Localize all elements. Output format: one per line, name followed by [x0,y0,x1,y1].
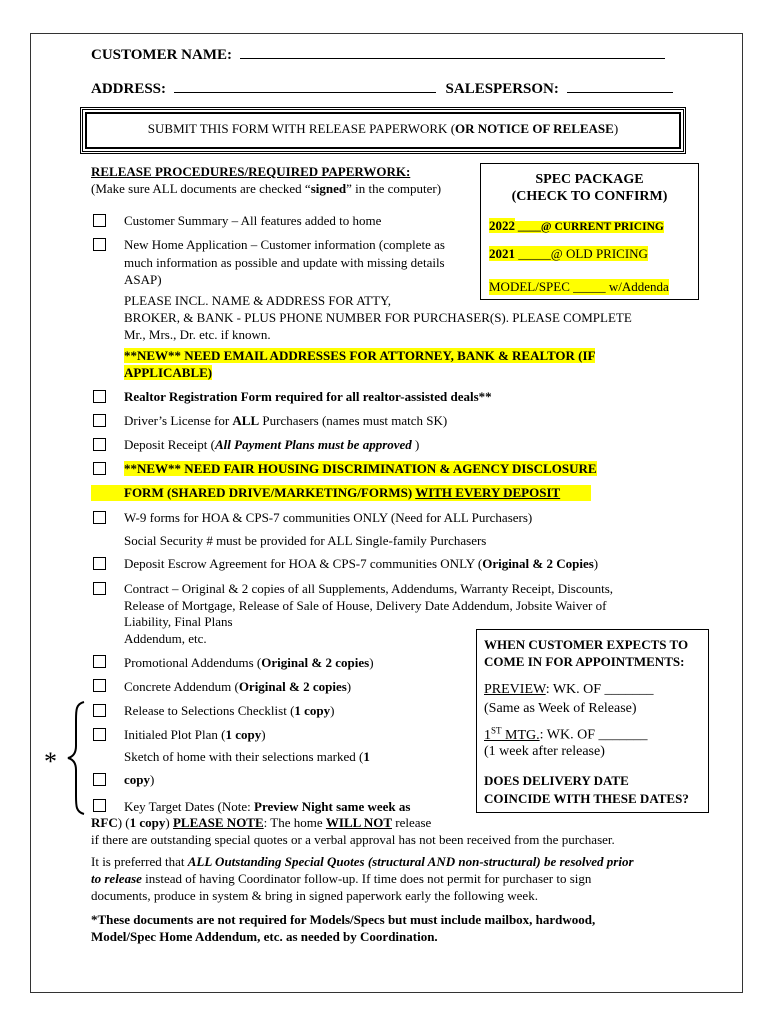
deposit-bold: All Payment Plans must be approved [214,437,412,452]
preferred-line-3: documents, produce in system & bring in signed paperwork early the following week. [91,888,538,903]
plot-bold: 1 copy [225,727,262,742]
curly-brace-icon [66,700,88,816]
submit-notice-text [83,121,683,137]
sketch-bold: 1 [363,749,370,764]
appt-mtg-note: (1 week after release) [484,744,605,759]
pref-l2-rest: instead of having Coordinator follow-up. If time does not permit for purchaser to sign [141,871,592,886]
rfc-bold: RFC [91,815,118,830]
submit-text-bold: OR NOTICE OF RELEASE [455,121,614,136]
fair-housing-2 [91,485,591,501]
sketch-pre: Sketch of home with their selections marked ( [124,749,364,764]
item-drivers-license [124,413,447,429]
checkbox-realtor-registration[interactable] [93,390,106,403]
deposit-pre: Deposit Receipt ( [124,437,215,452]
promo-bold: Original & 2 copies [261,655,370,670]
item-customer-summary: Customer Summary – All features added to home [124,213,382,228]
procedures-subtitle-pre: (Make sure ALL documents are checked “ [91,181,311,196]
item-realtor-registration: Realtor Registration Form required for all realtor-assisted deals** [124,389,492,404]
drivers-pre: Driver’s License for [124,413,233,428]
pref-pre: It is preferred that [91,854,188,869]
outstanding-line: if there are outstanding special quotes or a verbal approval has not been received from the purchaser. [91,832,615,847]
spec-2021-rest: _____@ OLD PRICING [515,246,648,261]
new-email-2-text: APPLICABLE) [124,365,213,380]
spec-line-model[interactable]: MODEL/SPEC _____ w/Addenda [489,279,669,294]
submit-notice-box [80,107,686,154]
rfc-copy: 1 copy [129,815,166,830]
fair-housing-1-text: **NEW** NEED FAIR HOUSING DISCRIMINATION & AGENCY DISCLOSURE [124,461,597,476]
salesperson-field[interactable] [567,80,673,93]
checkbox-fair-housing[interactable] [93,462,106,475]
checkbox-sketch[interactable] [93,773,106,786]
address-row [91,80,673,98]
contract-2: Release of Mortgage, Release of Sale of House, Delivery Date Addendum, Jobsite Waiver of [124,598,607,613]
appt-mtg-label [484,725,540,743]
checkbox-escrow[interactable] [93,557,106,570]
escrow-pre: Deposit Escrow Agreement for HOA & CPS-7 communities ONLY ( [124,556,483,571]
contract-3: Liability, Final Plans [124,614,233,629]
appointments-box [476,629,709,813]
concrete-pre: Concrete Addendum ( [124,679,239,694]
fair-housing-1 [124,461,597,477]
procedures-subtitle [91,181,441,197]
sketch-l2-post: ) [150,772,155,787]
drivers-post: Purchasers (names must match SK) [259,413,448,428]
spec-package-box [480,163,699,300]
item-new-home-app-1: New Home Application – Customer information (complete as [124,237,445,252]
checkbox-promotional[interactable] [93,655,106,668]
appt-mtg-sup: ST [491,725,502,735]
promo-pre: Promotional Addendums ( [124,655,262,670]
address-label: ADDRESS: [91,81,167,97]
spec-line-2022[interactable] [489,218,664,234]
will-not: WILL NOT [325,815,392,830]
item-concrete [124,679,351,695]
spec-title-2: (CHECK TO CONFIRM) [511,189,668,204]
item-new-home-app-2: much information as possible and update with missing details [124,255,445,270]
spec-line-2021[interactable] [489,246,648,262]
key-pre: Key Target Dates (Note: [124,799,255,814]
item-key-dates [124,799,410,815]
checkbox-w9[interactable] [93,511,106,524]
release-sel-post: ) [330,703,335,718]
item-deposit-receipt [124,437,419,453]
checkbox-key-dates[interactable] [93,799,106,812]
checkbox-concrete[interactable] [93,679,106,692]
appt-delivery-2: COINCIDE WITH THESE DATES? [484,791,689,806]
sketch-l2-bold: copy [124,772,150,787]
rfc-close: ) [165,815,173,830]
please-incl-2: BROKER, & BANK - PLUS PHONE NUMBER FOR PURCHASER(S). PLEASE COMPLETE [124,310,632,325]
appt-mtg-rest: : WK. OF _______ [539,727,648,743]
please-incl-3: Mr., Mrs., Dr. etc. if known. [124,327,271,342]
models-note-2: Model/Spec Home Addendum, etc. as needed by Coordination. [91,929,438,944]
rfc-line [91,815,431,831]
asterisk-marker: * [44,747,57,776]
appt-preview-label: PREVIEW [484,682,546,697]
appt-preview-note: (Same as Week of Release) [484,701,637,716]
item-sketch-2 [124,772,154,788]
concrete-post: ) [346,679,352,694]
new-email-1 [124,348,595,364]
appt-mtg-num: 1 [484,727,491,743]
item-release-selections [124,703,335,719]
checkbox-new-home-application[interactable] [93,238,106,251]
procedures-subtitle-bold: signed [310,181,347,196]
spec-2022-year: 2022 [489,218,515,233]
release-sel-bold: 1 copy [294,703,331,718]
rfc-mid: ) ( [117,815,130,830]
spec-title-1: SPEC PACKAGE [535,172,644,187]
checkbox-customer-summary[interactable] [93,214,106,227]
preferred-line-2 [91,871,591,887]
fair-housing-2-a: FORM (SHARED DRIVE/MARKETING/FORMS) [124,485,416,500]
escrow-bold: Original & 2 Copies [482,556,594,571]
promo-post: ) [369,655,374,670]
salesperson-label: SALESPERSON: [445,81,559,97]
procedures-title: RELEASE PROCEDURES/REQUIRED PAPERWORK: [91,164,411,179]
drivers-bold: ALL [232,413,260,428]
new-email-1-text: **NEW** NEED EMAIL ADDRESSES FOR ATTORNEY, BANK & REALTOR (IF [124,348,596,363]
checkbox-deposit-receipt[interactable] [93,438,106,451]
item-escrow [124,556,598,572]
address-field[interactable] [174,80,436,93]
contract-4: Addendum, etc. [124,631,207,646]
submit-text-a: SUBMIT THIS FORM WITH RELEASE PAPERWORK ( [147,121,456,136]
plot-post: ) [261,727,266,742]
appt-title-1: WHEN CUSTOMER EXPECTS TO [484,637,689,652]
new-email-2 [124,365,212,381]
item-plot-plan [124,727,266,743]
appt-preview-rest: : WK. OF _______ [545,682,654,697]
pref-bi2: to release [91,871,142,886]
item-ssn: Social Security # must be provided for ALL Single-family Purchasers [124,533,487,548]
appt-delivery-1: DOES DELIVERY DATE [484,773,629,788]
plot-pre: Initialed Plot Plan ( [124,727,226,742]
checkbox-drivers-license[interactable] [93,414,106,427]
preferred-line-1 [91,854,634,870]
spec-2021-year: 2021 [489,246,515,261]
contract-1: Contract – Original & 2 copies of all Supplements, Addendums, Warranty Receipt, Discounts, [124,581,614,596]
deposit-post: ) [411,437,420,452]
spec-2022-rest: ____@ CURRENT PRICING [515,221,664,233]
checkbox-contract[interactable] [93,582,106,595]
please-incl-1: PLEASE INCL. NAME & ADDRESS FOR ATTY, [124,293,392,308]
customer-name-label: CUSTOMER NAME: [91,47,232,63]
fair-housing-2-b: WITH EVERY DEPOSIT [415,485,561,500]
appt-preview[interactable] [484,682,654,698]
key-bold: Preview Night same week as [254,799,411,814]
release-sel-pre: Release to Selections Checklist ( [124,703,295,718]
customer-name-row [91,46,665,64]
checkbox-release-selections[interactable] [93,704,106,717]
pref-bi: ALL Outstanding Special Quotes (structural AND non-structural) be resolved prior [187,854,634,869]
appt-mtg-label-text: MTG. [501,727,540,743]
concrete-bold: Original & 2 copies [238,679,347,694]
appt-title-2: COME IN FOR APPOINTMENTS: [484,654,685,669]
please-note: PLEASE NOTE [172,815,264,830]
submit-text-end: ) [613,121,619,136]
models-note-1: *These documents are not required for Models/Specs but must include mailbox, hardwood, [91,912,596,927]
item-new-home-app-3: ASAP) [124,272,162,287]
appt-first-mtg[interactable] [484,725,648,744]
rfc-release: release [392,815,432,830]
escrow-post: ) [593,556,599,571]
rfc-colon: : The home [263,815,326,830]
procedures-subtitle-post: ” in the computer) [346,181,442,196]
customer-name-field[interactable] [240,46,665,59]
item-promotional [124,655,374,671]
checkbox-plot-plan[interactable] [93,728,106,741]
item-w9: W-9 forms for HOA & CPS-7 communities ONLY (Need for ALL Purchasers) [124,510,533,525]
item-sketch-1 [124,749,370,765]
